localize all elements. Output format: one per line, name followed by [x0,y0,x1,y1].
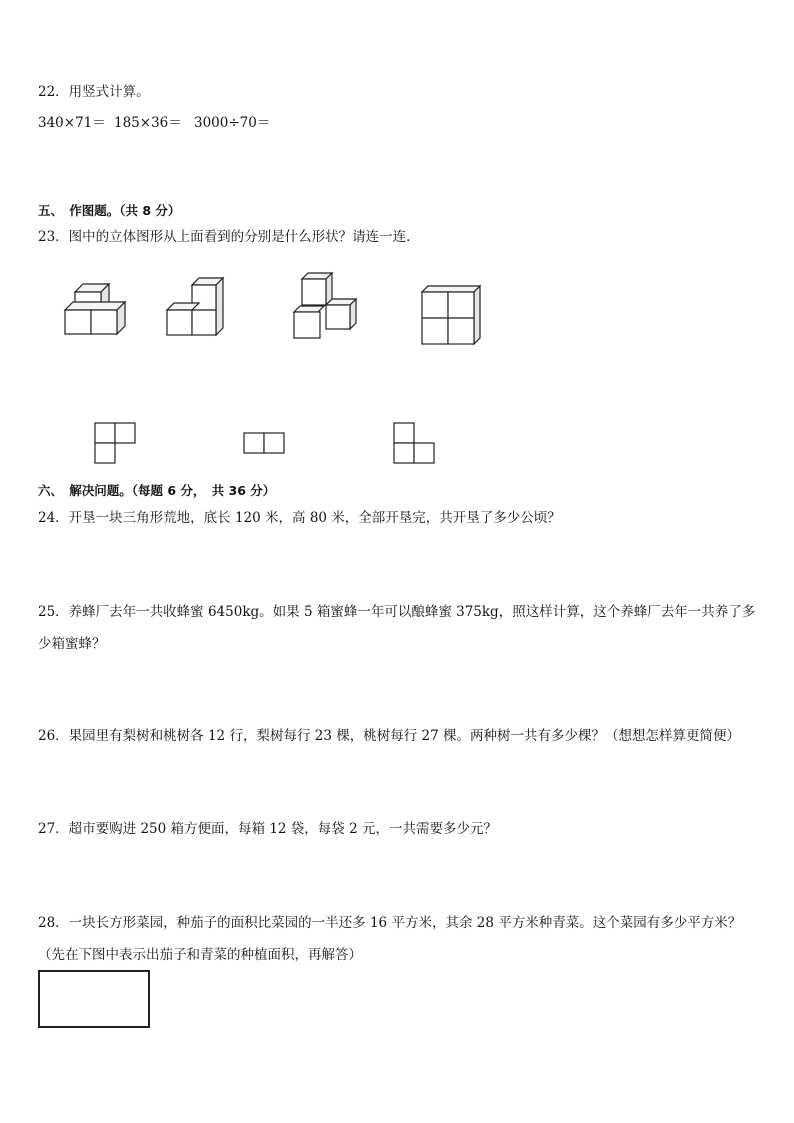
question-27: 27．超市要购进 250 箱方便面，每箱 12 袋，每袋 2 元，一共需要多少元？ [38,821,497,837]
top-view-shape-1 [94,422,136,464]
question-22-expressions [38,114,270,132]
garden-rectangle[interactable] [38,970,150,1028]
top-view-shape-2 [243,432,285,454]
question-25-line-1: 25．养蜂厂去年一共收蜂蜜 6450kg。如果 5 箱蜜蜂一年可以酿蜂蜜 375kg，照这样计算，这个养蜂厂去年一共养了多 [38,604,756,620]
expression-3: 3000÷70＝ [194,115,271,131]
expression-1: 340×71＝ [38,115,106,131]
question-28-line-1: 28．一块长方形菜园，种茄子的面积比菜园的一半还多 16 平方米，其余 28 平方米种青菜。这个菜园有多少平方米？ [38,915,742,931]
question-25-line-2: 少箱蜜蜂？ [38,636,106,652]
section-5-title: 五、 作图题。（共 8 分） [38,203,181,218]
question-24: 24．开垦一块三角形荒地，底长 120 米，高 80 米，全部开垦完，共开垦了多少公顷？ [38,510,561,526]
solid-figure-4 [418,282,488,347]
top-view-shape-3 [393,422,435,464]
question-26: 26．果园里有梨树和桃树各 12 行，梨树每行 23 棵，桃树每行 27 棵。两种树一共有多少棵？（想想怎样算更简便） [38,728,740,744]
question-22-title: 22．用竖式计算。 [38,84,150,100]
solid-figure-2 [160,272,240,342]
expression-2: 185×36＝ [114,115,182,131]
question-28-line-2: （先在下图中表示出茄子和青菜的种植面积，再解答） [38,947,362,963]
solid-figure-1 [60,288,130,338]
solid-figure-3 [288,272,368,342]
section-6-title: 六、 解决问题。（每题 6 分， 共 36 分） [38,483,276,498]
question-23-title: 23．图中的立体图形从上面看到的分别是什么形状？请连一连． [38,229,420,245]
